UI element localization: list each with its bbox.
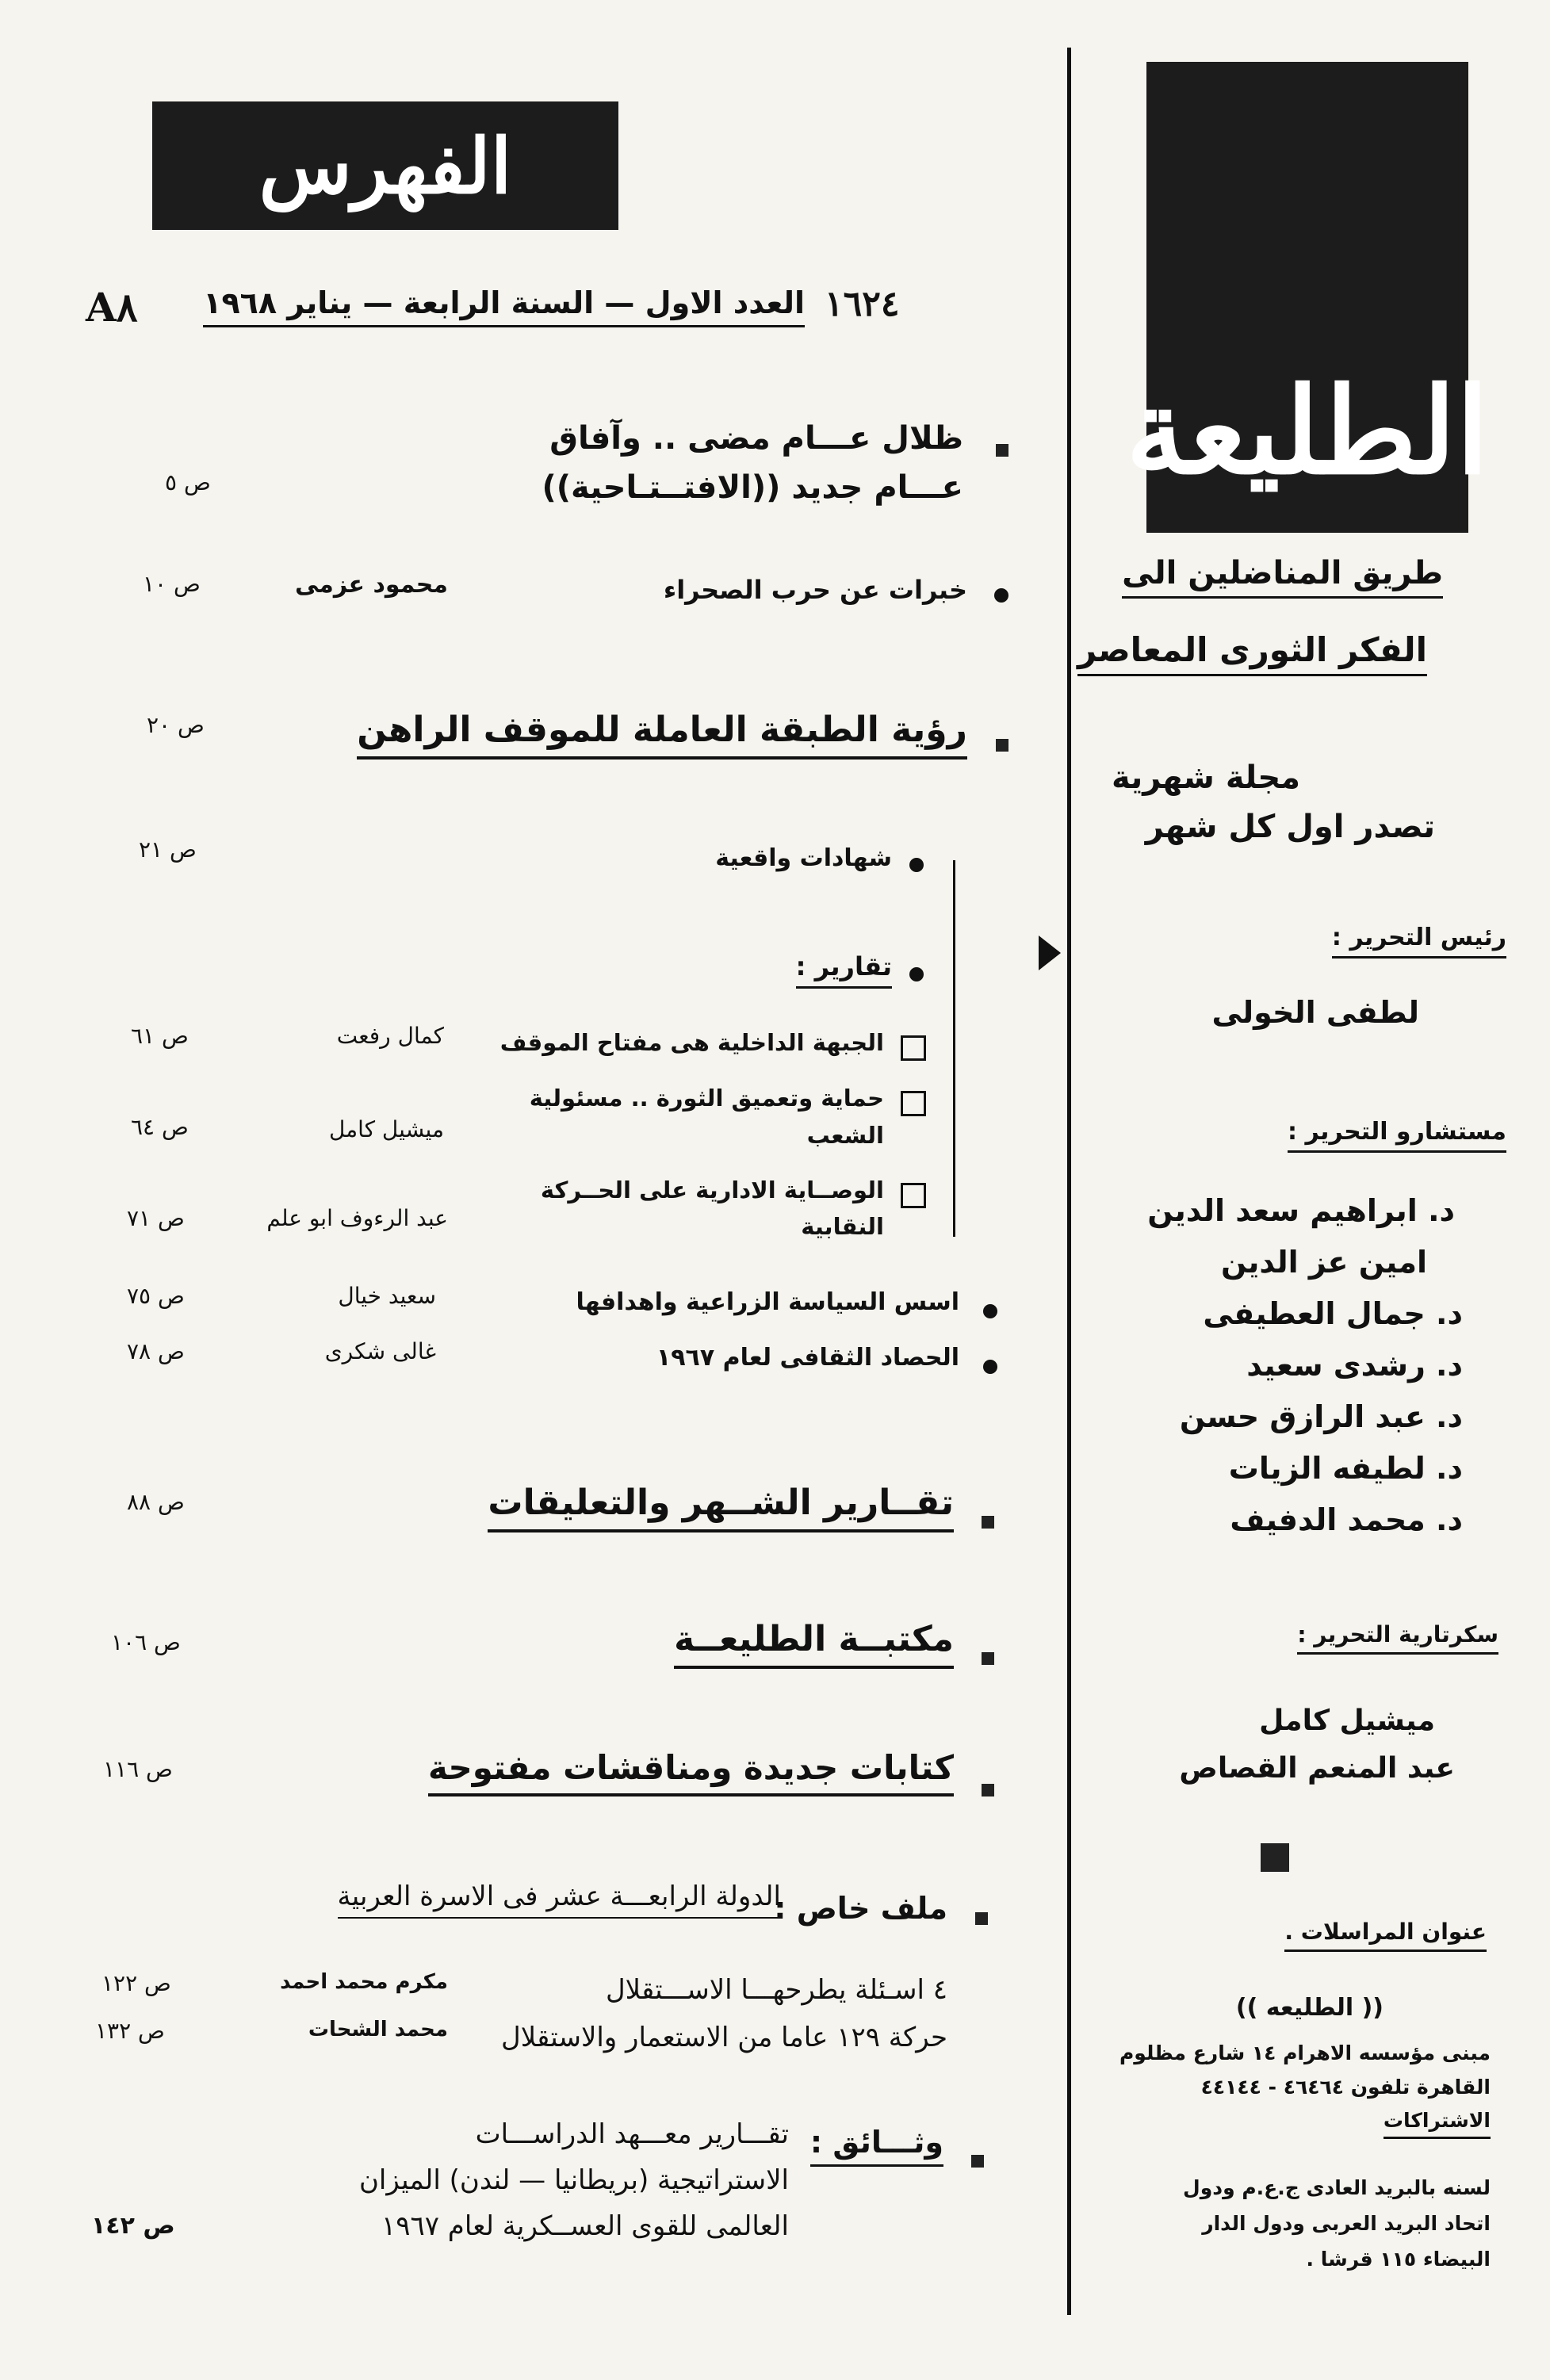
bullet-square xyxy=(996,444,1008,457)
toc-report-2-title-1: حماية وتعميق الثورة .. مسئولية xyxy=(529,1085,884,1112)
toc-report-2-page: ص ٦٤ xyxy=(131,1114,189,1140)
toc-special-title: الدولة الرابعـــة عشر فى الاسرة العربية xyxy=(338,1881,781,1919)
address-line-1: مبنى مؤسسه الاهرام ١٤ شارع مظلوم xyxy=(1119,2041,1491,2064)
toc-special-item-2-title: حركة ١٢٩ عاما من الاستعمار والاستقلال xyxy=(501,2022,947,2053)
bullet-square xyxy=(982,1652,994,1665)
bullet-square xyxy=(996,739,1008,752)
toc-desert-title: خبرات عن حرب الصحراء xyxy=(663,575,967,605)
address-name: (( الطليعه )) xyxy=(1235,1994,1384,2022)
toc-section-library: مكتبــة الطليعــة xyxy=(674,1619,954,1669)
column-divider xyxy=(1067,48,1071,2315)
toc-section-monthly-reports: تقــارير الشــهر والتعليقات xyxy=(488,1483,954,1532)
toc-agriculture-author: سعيد خيال xyxy=(338,1283,436,1309)
toc-documents-line-1: تقـــارير معـــهد الدراســـات xyxy=(475,2118,789,2150)
toc-section-working-class-page: ص ٢٠ xyxy=(147,712,205,738)
bullet-square xyxy=(975,1912,988,1925)
magazine-publication-date: تصدر اول كل شهر xyxy=(1145,809,1435,845)
toc-special-item-2-page: ص ١٣٢ xyxy=(95,2018,165,2044)
subscriptions-label: الاشتراكات xyxy=(1384,2109,1491,2139)
bullet-dot xyxy=(983,1360,997,1374)
subsection-bracket-line xyxy=(953,860,955,1237)
toc-report-1-title: الجبهة الداخلية هى مفتاح الموقف xyxy=(499,1029,884,1056)
address-label: عنوان المراسلات . xyxy=(1284,1919,1487,1952)
toc-editorial-line-2: عـــام جديد ((الافتــتـاحية)) xyxy=(542,469,963,506)
advisor-4: د. رشدى سعيد xyxy=(1246,1348,1463,1383)
toc-report-1-author: كمال رفعت xyxy=(336,1023,444,1049)
checkbox-square xyxy=(901,1035,926,1061)
toc-section-new-writings-page: ص ١١٦ xyxy=(103,1756,173,1782)
advisor-6: د. لطيفه الزيات xyxy=(1228,1451,1463,1486)
toc-documents-line-2: الاستراتيجية (بريطانيا — لندن) الميزان xyxy=(358,2164,789,2196)
advisor-1: د. ابراهيم سعد الدين xyxy=(1147,1193,1455,1228)
secretariat-member-2: عبد المنعم القصاص xyxy=(1179,1752,1455,1785)
toc-documents-line-3: العالمى للقوى العســكرية لعام ١٩٦٧ xyxy=(381,2210,789,2242)
handwritten-left-mark: A٨ xyxy=(86,284,138,331)
toc-report-1-page: ص ٦١ xyxy=(131,1023,189,1049)
toc-report-3-page: ص ٧١ xyxy=(127,1205,185,1231)
toc-section-monthly-reports-page: ص ٨٨ xyxy=(127,1489,185,1515)
handwritten-right-mark: ١٦٢٤ xyxy=(825,284,900,324)
editor-label: رئيس التحرير : xyxy=(1332,924,1506,959)
toc-documents-page: ص ١٤٢ xyxy=(91,2212,175,2240)
secretariat-member-1: ميشيل كامل xyxy=(1259,1705,1435,1737)
toc-reports-label: تقارير : xyxy=(796,951,892,989)
subscription-line-2: اتحاد البريد العربى ودول الدار xyxy=(1202,2212,1491,2235)
advisor-2: امين عز الدين xyxy=(1220,1245,1427,1280)
toc-special-item-2-author: محمد الشحات xyxy=(308,2018,448,2041)
divider-notch xyxy=(1039,936,1061,970)
bullet-square xyxy=(982,1784,994,1796)
masthead-logo xyxy=(1125,62,1490,533)
subscription-line-3: البيضاء ١١٥ قرشا . xyxy=(1306,2248,1491,2271)
toc-documents-label: وثـــائق : xyxy=(810,2125,943,2167)
toc-special-item-1-page: ص ١٢٢ xyxy=(101,1970,171,1996)
toc-testimonies-title: شهادات واقعية xyxy=(715,844,892,872)
toc-section-working-class: رؤية الطبقة العاملة للموقف الراهن xyxy=(357,710,967,760)
checkbox-square xyxy=(901,1091,926,1116)
toc-culture-title: الحصاد الثقافى لعام ١٩٦٧ xyxy=(656,1344,959,1372)
toc-report-3-title-2: النقابية xyxy=(801,1213,884,1240)
toc-culture-author: غالى شكرى xyxy=(324,1338,436,1364)
toc-report-3-title-1: الوصــاية الادارية على الحــركة xyxy=(540,1177,884,1203)
toc-special-label: ملف خاص : xyxy=(774,1891,947,1926)
toc-culture-page: ص ٧٨ xyxy=(127,1338,185,1364)
advisor-7: د. محمد الدفيف xyxy=(1230,1502,1463,1537)
toc-editorial-page: ص ٥ xyxy=(165,469,211,496)
bullet-dot xyxy=(909,858,924,872)
masthead-tagline-1: طريق المناضلين الى xyxy=(1122,555,1443,599)
masthead-logo-text: الطليعة xyxy=(1125,362,1490,501)
bullet-dot xyxy=(983,1304,997,1318)
checkbox-square xyxy=(901,1183,926,1208)
sidebar-separator-square xyxy=(1261,1843,1289,1872)
toc-testimonies-page: ص ٢١ xyxy=(139,836,197,863)
toc-desert-page: ص ١٠ xyxy=(143,571,201,597)
masthead-tagline-2: الفكر الثورى المعاصر xyxy=(1077,630,1427,676)
editor-name: لطفى الخولى xyxy=(1211,995,1419,1030)
toc-report-2-title-2: الشعب xyxy=(806,1122,884,1149)
index-title: الفهرس xyxy=(258,121,512,211)
advisor-5: د. عبد الرازق حسن xyxy=(1179,1399,1463,1434)
toc-agriculture-title: اسس السياسة الزراعية واهدافها xyxy=(576,1288,959,1316)
index-title-banner xyxy=(152,101,618,230)
advisors-label: مستشارو التحرير : xyxy=(1288,1118,1506,1153)
subscription-line-1: لسنه بالبريد العادى ج.ع.م ودول xyxy=(1183,2176,1491,2199)
toc-desert-author: محمود عزمى xyxy=(294,571,448,599)
toc-special-item-1-title: ٤ اسـئلة يطرحهـــا الاســـتقلال xyxy=(605,1974,947,2006)
toc-report-3-author: عبد الرءوف ابو علم xyxy=(266,1205,448,1231)
magazine-frequency: مجلة شهرية xyxy=(1111,760,1300,796)
toc-agriculture-page: ص ٧٥ xyxy=(127,1283,185,1309)
bullet-dot xyxy=(994,588,1008,603)
bullet-square xyxy=(971,2155,984,2168)
bullet-square xyxy=(982,1516,994,1529)
toc-section-new-writings: كتابات جديدة ومناقشات مفتوحة xyxy=(428,1748,954,1796)
bullet-dot xyxy=(909,967,924,981)
toc-report-2-author: ميشيل كامل xyxy=(328,1116,444,1142)
secretariat-label: سكرتارية التحرير : xyxy=(1297,1621,1498,1655)
issue-info: العدد الاول — السنة الرابعة — يناير ١٩٦٨ xyxy=(203,285,805,327)
address-line-2: القاهرة تلفون ٤٦٤٦٤ - ٤٤١٤٤ xyxy=(1200,2076,1491,2099)
toc-section-library-page: ص ١٠٦ xyxy=(111,1629,181,1655)
toc-special-item-1-author: مكرم محمد احمد xyxy=(280,1970,448,1994)
toc-editorial-line-1: ظلال عـــام مضى .. وآفاق xyxy=(549,420,963,457)
advisor-3: د. جمال العطيفى xyxy=(1203,1296,1463,1331)
